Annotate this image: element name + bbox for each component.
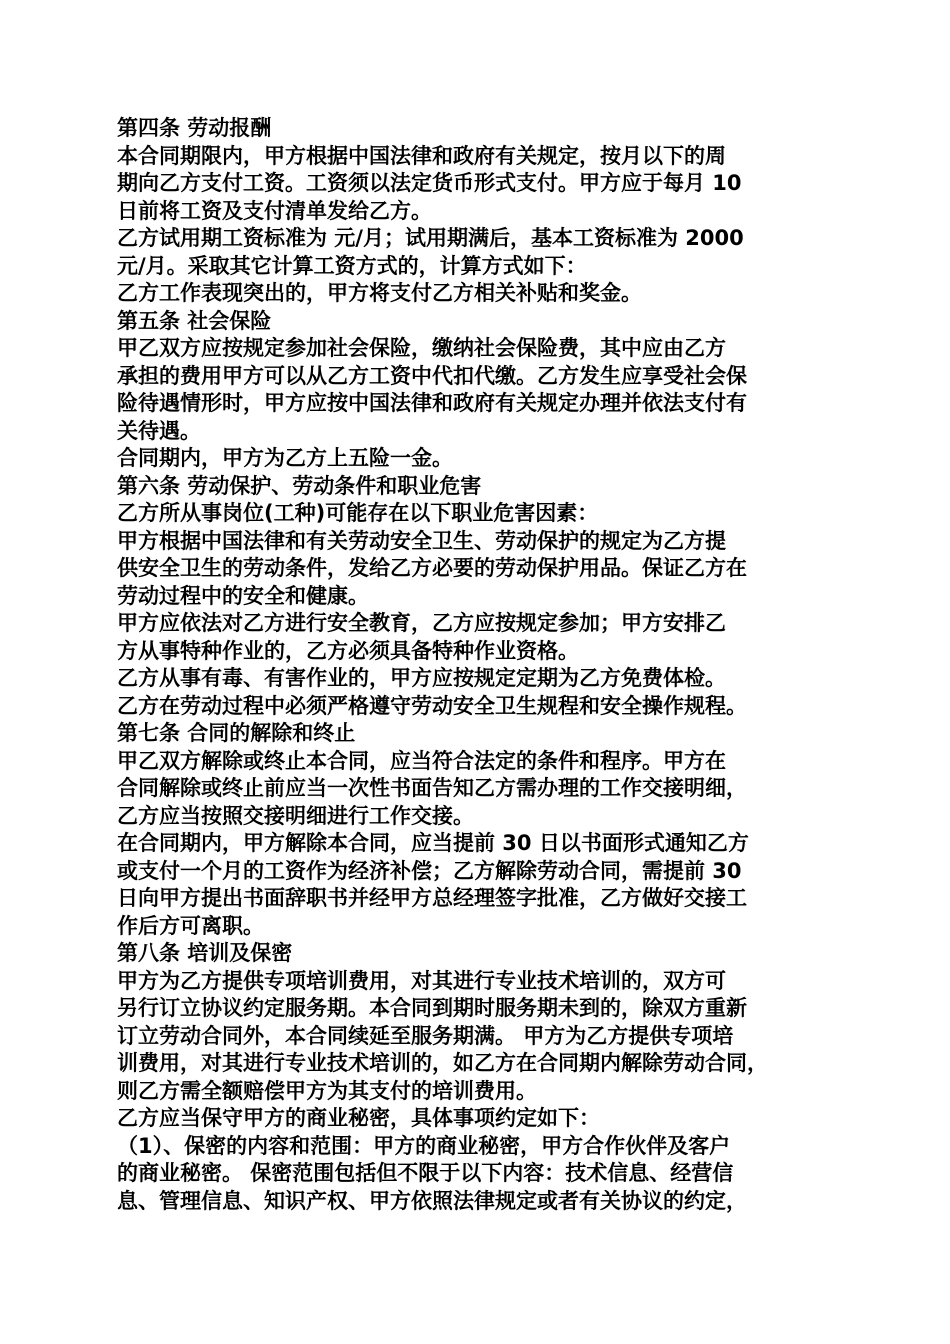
text-line: 或支付一个月的工资作为经济补偿；乙方解除劳动合同，需提前 30 — [117, 858, 742, 883]
text-line: 合同期内，甲方为乙方上五险一金。 — [117, 446, 453, 470]
text-line: 训费用，对其进行专业技术培训的，如乙方在合同期内解除劳动合同， — [117, 1051, 768, 1075]
text-line: 方从事特种作业的，乙方必须具备特种作业资格。 — [117, 638, 579, 663]
text-line: 日向甲方提出书面辞职书并经甲方总经理签字批准，乙方做好交接工 — [117, 886, 747, 910]
heading-article-8: 第八条 培训及保密 — [117, 941, 293, 965]
heading-article-6: 第六条 劳动保护、劳动条件和职业危害 — [117, 473, 482, 498]
text-line: 乙方从事有毒、有害作业的，甲方应按规定定期为乙方免费体检。 — [117, 666, 726, 690]
heading-article-4: 第四条 劳动报酬 — [117, 116, 272, 140]
heading-article-7: 第七条 合同的解除和终止 — [117, 721, 356, 745]
text-line: 另行订立协议约定服务期。本合同到期时服务期未到的，除双方重新 — [117, 996, 747, 1020]
text-line: 甲方应依法对乙方进行安全教育，乙方应按规定参加；甲方安排乙 — [117, 611, 726, 635]
text-line: 乙方应当保守甲方的商业秘密，具体事项约定如下： — [117, 1106, 600, 1130]
text-line: 日前将工资及支付清单发给乙方。 — [117, 198, 432, 223]
text-line: 承担的费用甲方可以从乙方工资中代扣代缴。乙方发生应享受社会保 — [117, 363, 747, 388]
text-line: 劳动过程中的安全和健康。 — [117, 583, 369, 608]
text-line: 乙方所从事岗位(工种)可能存在以下职业危害因素： — [117, 501, 599, 525]
text-line: 元/月。采取其它计算工资方式的，计算方式如下： — [117, 253, 587, 278]
document-body — [117, 115, 847, 1215]
text-line: （1）、保密的内容和范围：甲方的商业秘密，甲方合作伙伴及客户 — [117, 1133, 731, 1158]
text-line: 乙方在劳动过程中必须严格遵守劳动安全卫生规程和安全操作规程。 — [117, 693, 747, 718]
text-line: 本合同期限内，甲方根据中国法律和政府有关规定，按月以下的周 — [117, 143, 726, 168]
text-line: 险待遇情形时，甲方应按中国法律和政府有关规定办理并依法支付有 — [117, 391, 747, 415]
text-line: 甲乙双方应按规定参加社会保险，缴纳社会保险费，其中应由乙方 — [117, 336, 726, 360]
text-line: 合同解除或终止前应当一次性书面告知乙方需办理的工作交接明细， — [117, 776, 747, 800]
text-line: 乙方应当按照交接明细进行工作交接。 — [117, 803, 474, 828]
text-line: 息、管理信息、知识产权、甲方依照法律规定或者有关协议的约定， — [117, 1188, 747, 1213]
text-line: 关待遇。 — [117, 418, 201, 443]
text-line: 期向乙方支付工资。工资须以法定货币形式支付。甲方应于每月 10 — [117, 171, 742, 195]
text-line: 则乙方需全额赔偿甲方为其支付的培训费用。 — [117, 1078, 537, 1103]
text-line: 在合同期内，甲方解除本合同，应当提前 30 日以书面形式通知乙方 — [117, 831, 749, 855]
heading-article-5: 第五条 社会保险 — [117, 308, 272, 333]
text-line: 的商业秘密。 保密范围包括但不限于以下内容：技术信息、经营信 — [117, 1161, 734, 1185]
text-line: 甲方为乙方提供专项培训费用，对其进行专业技术培训的，双方可 — [117, 968, 726, 993]
text-line: 乙方工作表现突出的，甲方将支付乙方相关补贴和奖金。 — [117, 281, 642, 305]
text-line: 甲乙双方解除或终止本合同，应当符合法定的条件和程序。甲方在 — [117, 748, 726, 773]
text-line: 供安全卫生的劳动条件，发给乙方必要的劳动保护用品。保证乙方在 — [117, 556, 747, 580]
text-line: 作后方可离职。 — [117, 913, 264, 938]
text-line: 乙方试用期工资标准为 元/月；试用期满后，基本工资标准为 2000 — [117, 226, 744, 250]
text-line: 甲方根据中国法律和有关劳动安全卫生、劳动保护的规定为乙方提 — [117, 528, 726, 553]
text-line: 订立劳动合同外，本合同续延至服务期满。 甲方为乙方提供专项培 — [117, 1023, 734, 1048]
